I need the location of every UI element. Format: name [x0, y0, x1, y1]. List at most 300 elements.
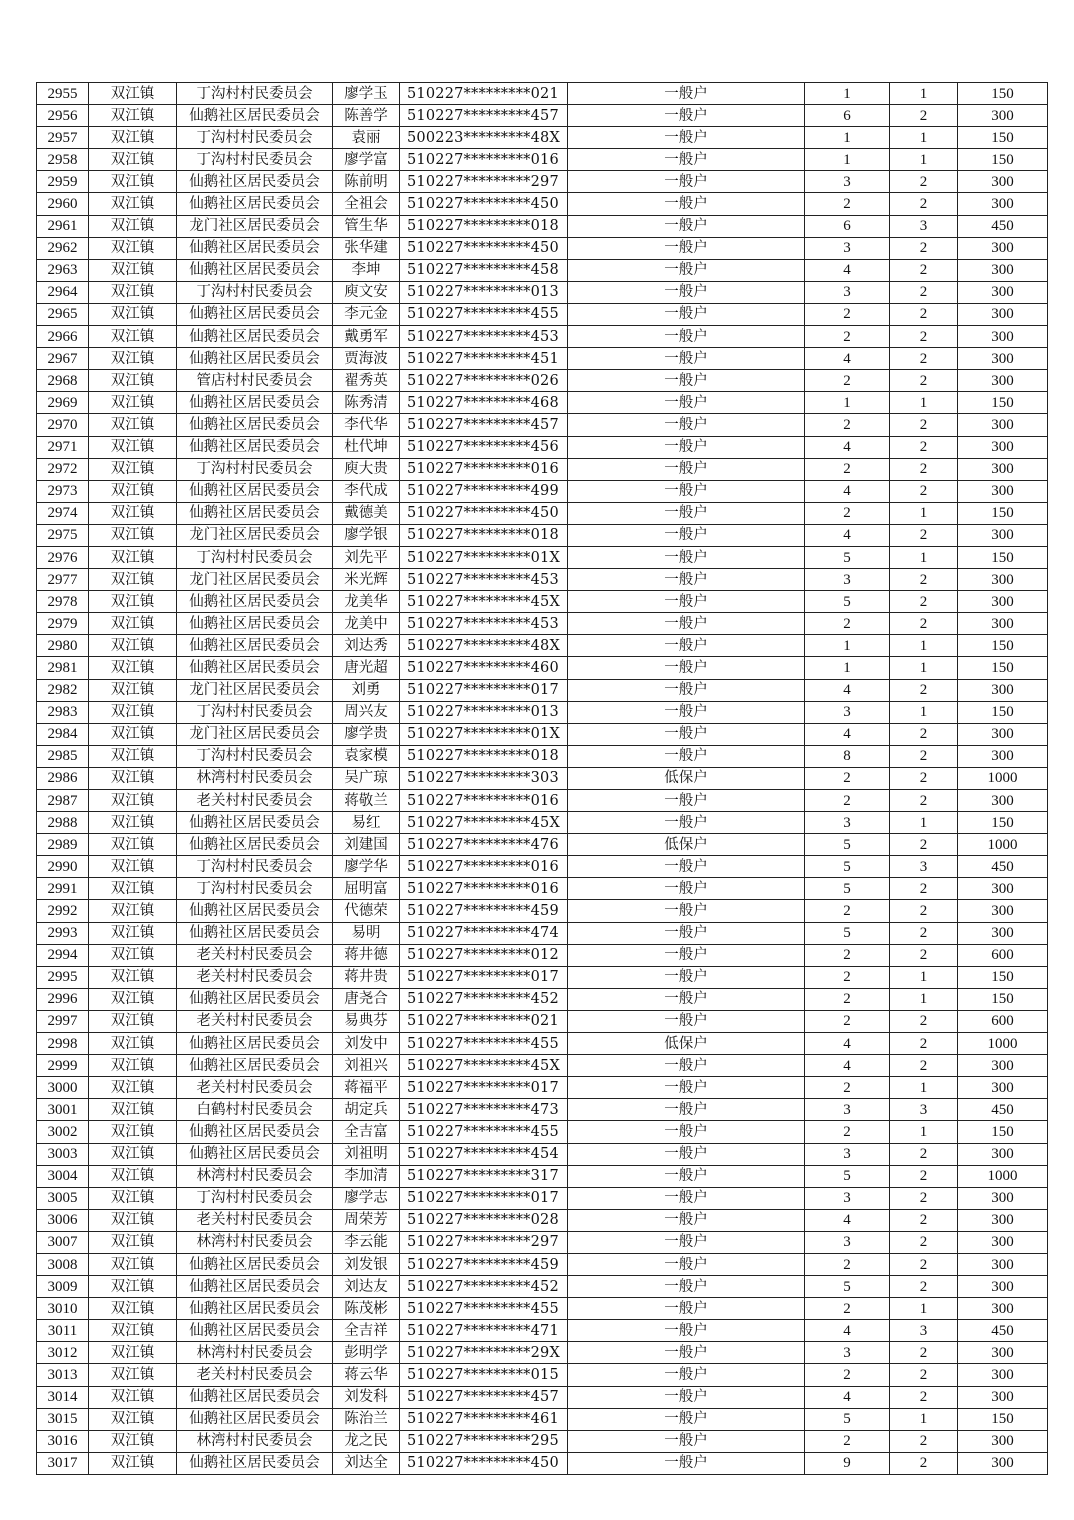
committee-cell: 老关村村民委员会	[177, 1209, 333, 1231]
committee-cell: 老关村村民委员会	[177, 1010, 333, 1032]
row-number-cell: 2991	[37, 878, 89, 900]
row-number-cell: 2986	[37, 767, 89, 789]
committee-cell: 仙鹅社区居民委员会	[177, 193, 333, 215]
name-cell: 李代华	[333, 414, 400, 436]
town-cell: 双江镇	[89, 1077, 177, 1099]
row-number-cell: 2959	[37, 171, 89, 193]
amount-cell: 300	[958, 1077, 1048, 1099]
table-row	[37, 701, 1048, 723]
amount-cell: 150	[958, 502, 1048, 524]
name-cell: 李元金	[333, 303, 400, 325]
household-type-cell: 一般户	[568, 149, 805, 171]
committee-cell: 老关村村民委员会	[177, 790, 333, 812]
row-number-cell: 2960	[37, 193, 89, 215]
committee-cell: 仙鹅社区居民委员会	[177, 1408, 333, 1430]
amount-cell: 150	[958, 635, 1048, 657]
household-type-cell: 一般户	[568, 944, 805, 966]
town-cell: 双江镇	[89, 679, 177, 701]
id-number-cell: 510227*********453	[400, 569, 568, 591]
household-type-cell: 一般户	[568, 591, 805, 613]
town-cell: 双江镇	[89, 370, 177, 392]
household-type-cell: 一般户	[568, 900, 805, 922]
row-number-cell: 3005	[37, 1187, 89, 1209]
committee-cell: 龙门社区居民委员会	[177, 679, 333, 701]
amount-cell: 300	[958, 1364, 1048, 1386]
name-cell: 袁家模	[333, 745, 400, 767]
family-members-cell: 1	[805, 149, 890, 171]
amount-cell: 150	[958, 966, 1048, 988]
household-type-cell: 一般户	[568, 1364, 805, 1386]
family-members-cell: 2	[805, 303, 890, 325]
subsidy-persons-cell: 2	[890, 1143, 958, 1165]
town-cell: 双江镇	[89, 635, 177, 657]
town-cell: 双江镇	[89, 1231, 177, 1253]
subsidy-persons-cell: 3	[890, 215, 958, 237]
subsidy-persons-cell: 2	[890, 259, 958, 281]
subsidy-persons-cell: 1	[890, 657, 958, 679]
name-cell: 袁丽	[333, 127, 400, 149]
town-cell: 双江镇	[89, 856, 177, 878]
row-number-cell: 2962	[37, 237, 89, 259]
id-number-cell: 510227*********450	[400, 237, 568, 259]
name-cell: 易明	[333, 922, 400, 944]
family-members-cell: 2	[805, 1121, 890, 1143]
name-cell: 陈治兰	[333, 1408, 400, 1430]
subsidy-persons-cell: 2	[890, 569, 958, 591]
town-cell: 双江镇	[89, 193, 177, 215]
subsidy-persons-cell: 1	[890, 392, 958, 414]
table-row	[37, 414, 1048, 436]
amount-cell: 300	[958, 348, 1048, 370]
committee-cell: 仙鹅社区居民委员会	[177, 1298, 333, 1320]
household-type-cell: 一般户	[568, 1055, 805, 1077]
amount-cell: 300	[958, 1430, 1048, 1452]
committee-cell: 林湾村村民委员会	[177, 1342, 333, 1364]
table-row	[37, 436, 1048, 458]
table-row	[37, 1364, 1048, 1386]
household-type-cell: 低保户	[568, 1033, 805, 1055]
subsidy-persons-cell: 1	[890, 1121, 958, 1143]
table-row	[37, 1165, 1048, 1187]
subsidy-persons-cell: 2	[890, 193, 958, 215]
town-cell: 双江镇	[89, 701, 177, 723]
family-members-cell: 3	[805, 701, 890, 723]
name-cell: 易典芬	[333, 1010, 400, 1032]
household-type-cell: 一般户	[568, 745, 805, 767]
id-number-cell: 510227*********017	[400, 1187, 568, 1209]
household-type-cell: 一般户	[568, 1298, 805, 1320]
committee-cell: 丁沟村村民委员会	[177, 546, 333, 568]
amount-cell: 300	[958, 326, 1048, 348]
amount-cell: 600	[958, 944, 1048, 966]
id-number-cell: 510227*********017	[400, 966, 568, 988]
id-number-cell: 510227*********013	[400, 701, 568, 723]
amount-cell: 300	[958, 1276, 1048, 1298]
subsidy-persons-cell: 2	[890, 900, 958, 922]
row-number-cell: 2982	[37, 679, 89, 701]
subsidy-persons-cell: 2	[890, 1033, 958, 1055]
table-row	[37, 1320, 1048, 1342]
committee-cell: 仙鹅社区居民委员会	[177, 591, 333, 613]
id-number-cell: 510227*********474	[400, 922, 568, 944]
family-members-cell: 5	[805, 1276, 890, 1298]
household-type-cell: 一般户	[568, 701, 805, 723]
table-row	[37, 281, 1048, 303]
table-row	[37, 790, 1048, 812]
row-number-cell: 2964	[37, 281, 89, 303]
committee-cell: 仙鹅社区居民委员会	[177, 392, 333, 414]
subsidy-persons-cell: 1	[890, 988, 958, 1010]
family-members-cell: 6	[805, 215, 890, 237]
committee-cell: 仙鹅社区居民委员会	[177, 1320, 333, 1342]
name-cell: 全吉富	[333, 1121, 400, 1143]
row-number-cell: 2970	[37, 414, 89, 436]
row-number-cell: 2965	[37, 303, 89, 325]
id-number-cell: 510227*********456	[400, 436, 568, 458]
row-number-cell: 2992	[37, 900, 89, 922]
household-type-cell: 一般户	[568, 1209, 805, 1231]
committee-cell: 丁沟村村民委员会	[177, 127, 333, 149]
amount-cell: 450	[958, 215, 1048, 237]
subsidy-persons-cell: 3	[890, 1099, 958, 1121]
household-type-cell: 一般户	[568, 1077, 805, 1099]
name-cell: 廖学银	[333, 524, 400, 546]
family-members-cell: 2	[805, 1364, 890, 1386]
name-cell: 刘先平	[333, 546, 400, 568]
id-number-cell: 510227*********013	[400, 281, 568, 303]
table-row	[37, 1231, 1048, 1253]
table-row	[37, 1099, 1048, 1121]
name-cell: 龙美华	[333, 591, 400, 613]
family-members-cell: 4	[805, 524, 890, 546]
town-cell: 双江镇	[89, 1121, 177, 1143]
household-type-cell: 一般户	[568, 1320, 805, 1342]
row-number-cell: 2979	[37, 613, 89, 635]
town-cell: 双江镇	[89, 900, 177, 922]
family-members-cell: 5	[805, 1165, 890, 1187]
name-cell: 蒋福平	[333, 1077, 400, 1099]
amount-cell: 300	[958, 436, 1048, 458]
subsidy-persons-cell: 2	[890, 834, 958, 856]
name-cell: 唐光超	[333, 657, 400, 679]
town-cell: 双江镇	[89, 790, 177, 812]
committee-cell: 龙门社区居民委员会	[177, 569, 333, 591]
amount-cell: 300	[958, 591, 1048, 613]
name-cell: 胡定兵	[333, 1099, 400, 1121]
amount-cell: 300	[958, 1298, 1048, 1320]
household-type-cell: 一般户	[568, 679, 805, 701]
table-row	[37, 1010, 1048, 1032]
name-cell: 张华建	[333, 237, 400, 259]
amount-cell: 600	[958, 1010, 1048, 1032]
id-number-cell: 510227*********450	[400, 193, 568, 215]
name-cell: 蒋井德	[333, 944, 400, 966]
table-row	[37, 193, 1048, 215]
town-cell: 双江镇	[89, 348, 177, 370]
amount-cell: 300	[958, 1055, 1048, 1077]
table-row	[37, 613, 1048, 635]
household-type-cell: 一般户	[568, 569, 805, 591]
family-members-cell: 5	[805, 546, 890, 568]
household-type-cell: 一般户	[568, 790, 805, 812]
subsidy-persons-cell: 2	[890, 458, 958, 480]
town-cell: 双江镇	[89, 922, 177, 944]
table-row	[37, 171, 1048, 193]
table-row	[37, 83, 1048, 105]
row-number-cell: 2999	[37, 1055, 89, 1077]
name-cell: 刘祖明	[333, 1143, 400, 1165]
amount-cell: 300	[958, 414, 1048, 436]
household-type-cell: 一般户	[568, 657, 805, 679]
name-cell: 陈善学	[333, 105, 400, 127]
name-cell: 刘发科	[333, 1386, 400, 1408]
committee-cell: 仙鹅社区居民委员会	[177, 436, 333, 458]
name-cell: 刘建国	[333, 834, 400, 856]
amount-cell: 300	[958, 679, 1048, 701]
name-cell: 李加清	[333, 1165, 400, 1187]
subsidy-persons-cell: 1	[890, 1077, 958, 1099]
id-number-cell: 510227*********018	[400, 215, 568, 237]
committee-cell: 龙门社区居民委员会	[177, 723, 333, 745]
name-cell: 刘发中	[333, 1033, 400, 1055]
subsidy-persons-cell: 2	[890, 767, 958, 789]
amount-cell: 300	[958, 193, 1048, 215]
table-row	[37, 1298, 1048, 1320]
town-cell: 双江镇	[89, 524, 177, 546]
row-number-cell: 2993	[37, 922, 89, 944]
amount-cell: 1000	[958, 1033, 1048, 1055]
committee-cell: 老关村村民委员会	[177, 1077, 333, 1099]
family-members-cell: 9	[805, 1452, 890, 1474]
name-cell: 唐尧合	[333, 988, 400, 1010]
household-type-cell: 一般户	[568, 458, 805, 480]
name-cell: 蒋敬兰	[333, 790, 400, 812]
name-cell: 吴广琼	[333, 767, 400, 789]
table-row	[37, 745, 1048, 767]
committee-cell: 仙鹅社区居民委员会	[177, 1055, 333, 1077]
committee-cell: 丁沟村村民委员会	[177, 83, 333, 105]
id-number-cell: 510227*********012	[400, 944, 568, 966]
amount-cell: 150	[958, 657, 1048, 679]
subsidy-persons-cell: 1	[890, 502, 958, 524]
household-type-cell: 一般户	[568, 436, 805, 458]
family-members-cell: 3	[805, 1342, 890, 1364]
household-type-cell: 一般户	[568, 1010, 805, 1032]
name-cell: 廖学贵	[333, 723, 400, 745]
row-number-cell: 2969	[37, 392, 89, 414]
subsidy-persons-cell: 3	[890, 856, 958, 878]
town-cell: 双江镇	[89, 1010, 177, 1032]
name-cell: 刘祖兴	[333, 1055, 400, 1077]
amount-cell: 150	[958, 149, 1048, 171]
name-cell: 代德荣	[333, 900, 400, 922]
household-type-cell: 一般户	[568, 259, 805, 281]
amount-cell: 300	[958, 237, 1048, 259]
household-type-cell: 一般户	[568, 812, 805, 834]
family-members-cell: 4	[805, 1055, 890, 1077]
row-number-cell: 3008	[37, 1253, 89, 1275]
committee-cell: 林湾村村民委员会	[177, 1165, 333, 1187]
subsidy-persons-cell: 2	[890, 1165, 958, 1187]
amount-cell: 300	[958, 745, 1048, 767]
town-cell: 双江镇	[89, 1033, 177, 1055]
family-members-cell: 2	[805, 458, 890, 480]
row-number-cell: 3009	[37, 1276, 89, 1298]
table-row	[37, 127, 1048, 149]
row-number-cell: 2976	[37, 546, 89, 568]
town-cell: 双江镇	[89, 171, 177, 193]
town-cell: 双江镇	[89, 215, 177, 237]
household-type-cell: 一般户	[568, 1430, 805, 1452]
household-type-cell: 一般户	[568, 127, 805, 149]
name-cell: 李代成	[333, 480, 400, 502]
household-type-cell: 一般户	[568, 1253, 805, 1275]
family-members-cell: 1	[805, 635, 890, 657]
family-members-cell: 4	[805, 1209, 890, 1231]
table-row	[37, 215, 1048, 237]
household-type-cell: 一般户	[568, 83, 805, 105]
id-number-cell: 510227*********021	[400, 1010, 568, 1032]
committee-cell: 仙鹅社区居民委员会	[177, 171, 333, 193]
name-cell: 廖学志	[333, 1187, 400, 1209]
id-number-cell: 510227*********454	[400, 1143, 568, 1165]
family-members-cell: 5	[805, 1408, 890, 1430]
family-members-cell: 3	[805, 237, 890, 259]
id-number-cell: 510227*********461	[400, 1408, 568, 1430]
household-type-cell: 一般户	[568, 613, 805, 635]
amount-cell: 300	[958, 259, 1048, 281]
committee-cell: 仙鹅社区居民委员会	[177, 303, 333, 325]
subsidy-persons-cell: 2	[890, 348, 958, 370]
id-number-cell: 510227*********017	[400, 1077, 568, 1099]
committee-cell: 仙鹅社区居民委员会	[177, 613, 333, 635]
family-members-cell: 4	[805, 436, 890, 458]
town-cell: 双江镇	[89, 944, 177, 966]
town-cell: 双江镇	[89, 1055, 177, 1077]
name-cell: 陈前明	[333, 171, 400, 193]
row-number-cell: 3014	[37, 1386, 89, 1408]
row-number-cell: 2961	[37, 215, 89, 237]
household-type-cell: 一般户	[568, 1143, 805, 1165]
table-row	[37, 502, 1048, 524]
family-members-cell: 2	[805, 944, 890, 966]
amount-cell: 300	[958, 1187, 1048, 1209]
committee-cell: 白鹤村村民委员会	[177, 1099, 333, 1121]
town-cell: 双江镇	[89, 1430, 177, 1452]
amount-cell: 300	[958, 1143, 1048, 1165]
name-cell: 龙之民	[333, 1430, 400, 1452]
id-number-cell: 510227*********453	[400, 613, 568, 635]
town-cell: 双江镇	[89, 1253, 177, 1275]
household-type-cell: 一般户	[568, 237, 805, 259]
amount-cell: 150	[958, 1408, 1048, 1430]
table-row	[37, 1055, 1048, 1077]
household-type-cell: 一般户	[568, 392, 805, 414]
id-number-cell: 510227*********297	[400, 1231, 568, 1253]
id-number-cell: 510227*********457	[400, 414, 568, 436]
id-number-cell: 510227*********48X	[400, 635, 568, 657]
amount-cell: 450	[958, 1099, 1048, 1121]
town-cell: 双江镇	[89, 1165, 177, 1187]
id-number-cell: 510227*********016	[400, 790, 568, 812]
table-row	[37, 1386, 1048, 1408]
table-row	[37, 1187, 1048, 1209]
family-members-cell: 2	[805, 1430, 890, 1452]
subsidy-persons-cell: 2	[890, 1055, 958, 1077]
subsidy-persons-cell: 2	[890, 436, 958, 458]
town-cell: 双江镇	[89, 436, 177, 458]
row-number-cell: 2972	[37, 458, 89, 480]
amount-cell: 1000	[958, 767, 1048, 789]
amount-cell: 300	[958, 480, 1048, 502]
household-type-cell: 一般户	[568, 370, 805, 392]
amount-cell: 150	[958, 83, 1048, 105]
subsidy-persons-cell: 1	[890, 812, 958, 834]
amount-cell: 150	[958, 1121, 1048, 1143]
household-type-cell: 一般户	[568, 502, 805, 524]
town-cell: 双江镇	[89, 1276, 177, 1298]
row-number-cell: 3007	[37, 1231, 89, 1253]
committee-cell: 仙鹅社区居民委员会	[177, 326, 333, 348]
subsidy-persons-cell: 2	[890, 1010, 958, 1032]
id-number-cell: 510227*********459	[400, 900, 568, 922]
id-number-cell: 510227*********453	[400, 326, 568, 348]
amount-cell: 450	[958, 856, 1048, 878]
town-cell: 双江镇	[89, 259, 177, 281]
table-row	[37, 348, 1048, 370]
subsidy-persons-cell: 2	[890, 1386, 958, 1408]
name-cell: 全吉祥	[333, 1320, 400, 1342]
id-number-cell: 510227*********018	[400, 745, 568, 767]
town-cell: 双江镇	[89, 1209, 177, 1231]
id-number-cell: 510227*********499	[400, 480, 568, 502]
household-type-cell: 一般户	[568, 480, 805, 502]
name-cell: 廖学玉	[333, 83, 400, 105]
amount-cell: 300	[958, 1452, 1048, 1474]
name-cell: 庾文安	[333, 281, 400, 303]
committee-cell: 丁沟村村民委员会	[177, 745, 333, 767]
subsidy-persons-cell: 1	[890, 701, 958, 723]
name-cell: 戴德美	[333, 502, 400, 524]
committee-cell: 仙鹅社区居民委员会	[177, 480, 333, 502]
table-row	[37, 723, 1048, 745]
table-row	[37, 1276, 1048, 1298]
family-members-cell: 4	[805, 480, 890, 502]
id-number-cell: 510227*********29X	[400, 1342, 568, 1364]
row-number-cell: 2967	[37, 348, 89, 370]
committee-cell: 丁沟村村民委员会	[177, 149, 333, 171]
town-cell: 双江镇	[89, 1342, 177, 1364]
row-number-cell: 2975	[37, 524, 89, 546]
row-number-cell: 2958	[37, 149, 89, 171]
id-number-cell: 510227*********018	[400, 524, 568, 546]
household-type-cell: 一般户	[568, 193, 805, 215]
id-number-cell: 510227*********471	[400, 1320, 568, 1342]
town-cell: 双江镇	[89, 281, 177, 303]
family-members-cell: 3	[805, 1143, 890, 1165]
subsidy-persons-cell: 2	[890, 679, 958, 701]
household-type-cell: 一般户	[568, 1187, 805, 1209]
amount-cell: 300	[958, 569, 1048, 591]
amount-cell: 300	[958, 458, 1048, 480]
household-type-cell: 一般户	[568, 1408, 805, 1430]
town-cell: 双江镇	[89, 502, 177, 524]
household-type-cell: 一般户	[568, 524, 805, 546]
table-row	[37, 259, 1048, 281]
family-members-cell: 5	[805, 834, 890, 856]
row-number-cell: 2983	[37, 701, 89, 723]
committee-cell: 丁沟村村民委员会	[177, 458, 333, 480]
